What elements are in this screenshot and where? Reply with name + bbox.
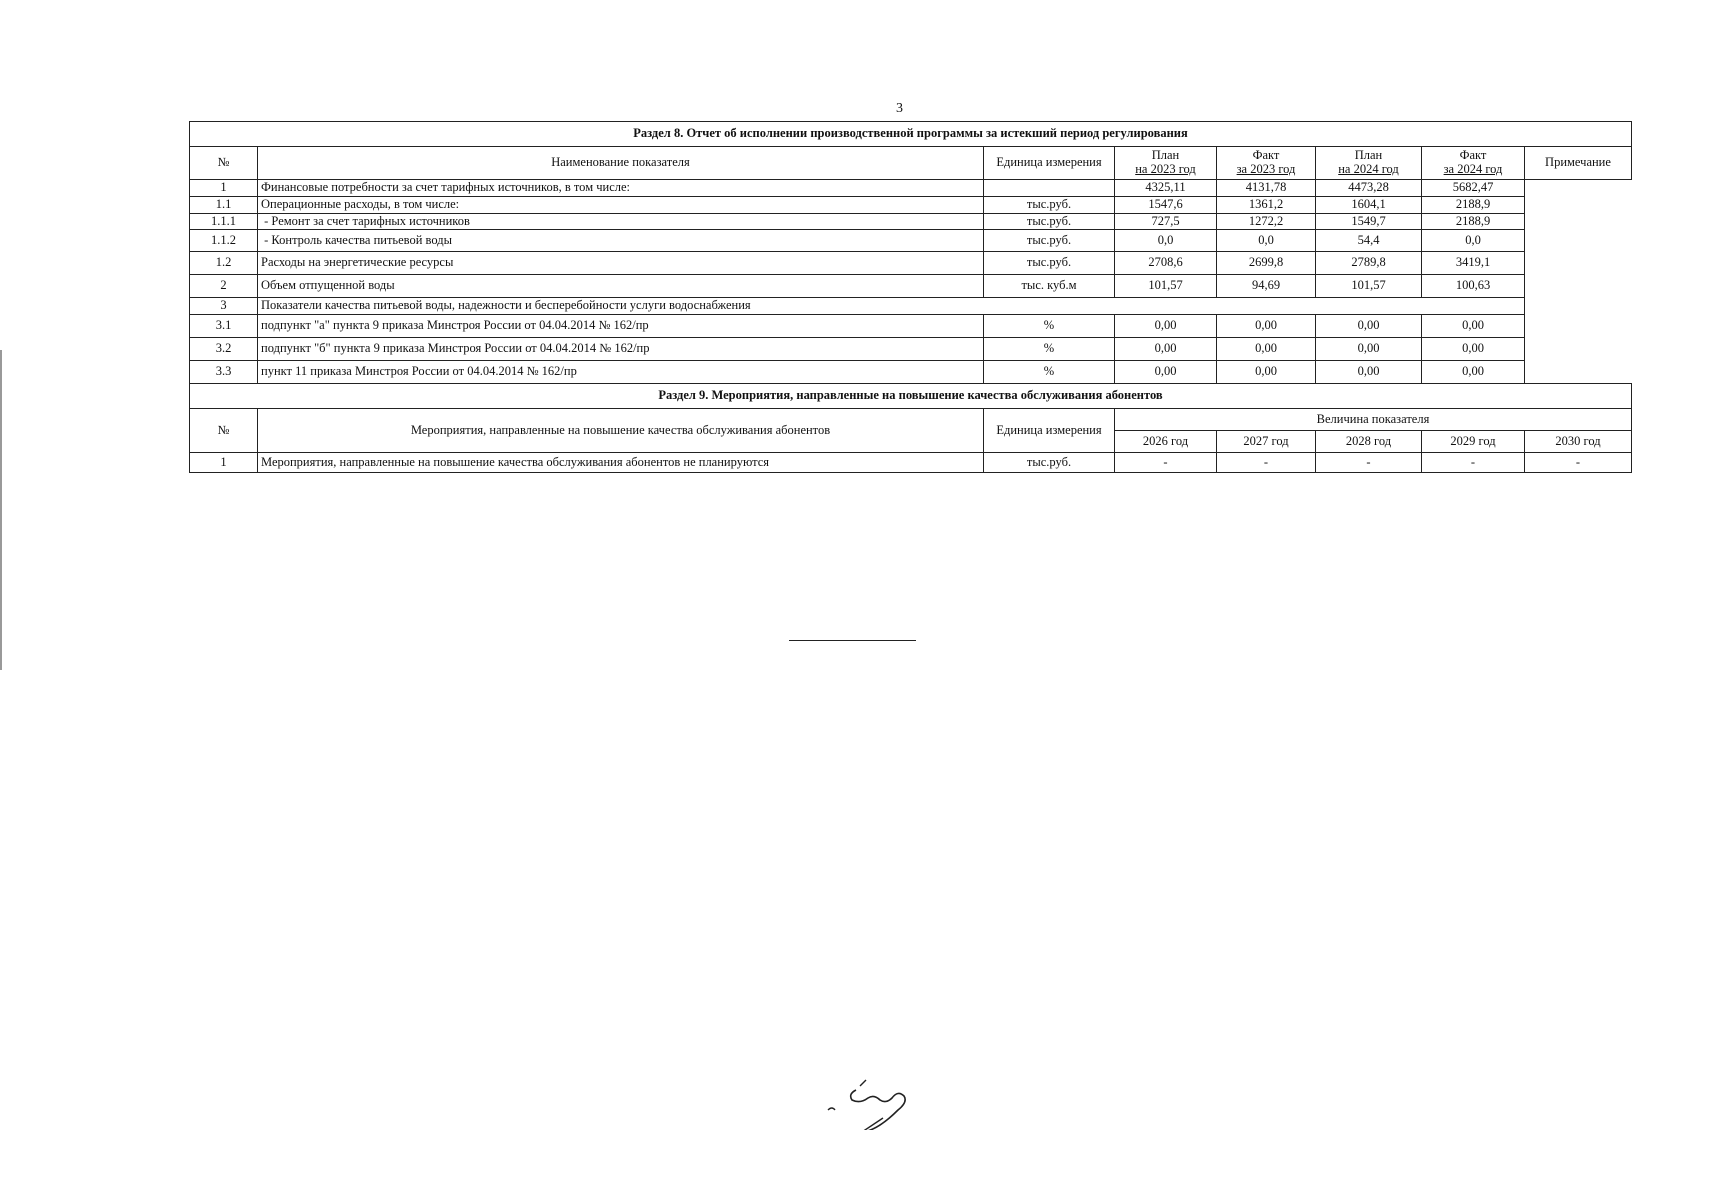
header-fact-2023-line2: за 2023 год: [1236, 162, 1296, 176]
row-plan-2024: 0,00: [1316, 315, 1422, 338]
section9-header-num: №: [190, 409, 258, 453]
row-unit: %: [984, 338, 1115, 361]
row-unit: %: [984, 361, 1115, 384]
table-row: [190, 252, 1632, 275]
row-plan-2023: 4325,11: [1115, 180, 1217, 197]
row-name: Объем отпущенной воды: [258, 275, 984, 298]
row-value-2027: -: [1217, 453, 1316, 473]
header-plan-2024: [1316, 147, 1422, 180]
row-name: Показатели качества питьевой воды, надежности и бесперебойности услуги водоснабжения: [258, 298, 1525, 315]
header-plan-2024-line1: План: [1354, 148, 1383, 163]
row-fact-2024: 100,63: [1422, 275, 1525, 298]
header-plan-2023-line1: План: [1151, 148, 1180, 163]
row-note: [1525, 315, 1632, 338]
row-value-2030: -: [1525, 453, 1632, 473]
row-num: 1.1.1: [190, 213, 258, 230]
row-unit: %: [984, 315, 1115, 338]
row-name: Мероприятия, направленные на повышение качества обслуживания абонентов не планируются: [258, 453, 984, 473]
header-plan-2023-line2: на 2023 год: [1135, 162, 1196, 176]
table-row: [190, 338, 1632, 361]
row-num: 1: [190, 180, 258, 197]
row-name: подпункт "б" пункта 9 приказа Минстроя России от 04.04.2014 № 162/пр: [258, 338, 984, 361]
row-unit: тыс.руб.: [984, 252, 1115, 275]
row-plan-2024: 1604,1: [1316, 196, 1422, 213]
row-fact-2023: 0,00: [1217, 338, 1316, 361]
section9-header-year: 2028 год: [1316, 431, 1422, 453]
header-fact-2024-line2: за 2024 год: [1443, 162, 1503, 176]
row-num: 1.2: [190, 252, 258, 275]
table-row: [190, 298, 1632, 315]
row-value-2026: -: [1115, 453, 1217, 473]
section9-header-year: 2027 год: [1217, 431, 1316, 453]
row-fact-2024: 3419,1: [1422, 252, 1525, 275]
row-fact-2023: 0,00: [1217, 315, 1316, 338]
row-plan-2024: 4473,28: [1316, 180, 1422, 197]
header-fact-2023: [1217, 147, 1316, 180]
row-plan-2023: 0,00: [1115, 361, 1217, 384]
row-plan-2023: 0,00: [1115, 338, 1217, 361]
row-fact-2024: 0,00: [1422, 315, 1525, 338]
header-note: Примечание: [1525, 147, 1632, 180]
row-unit: тыс. куб.м: [984, 275, 1115, 298]
row-name: Операционные расходы, в том числе:: [258, 196, 984, 213]
section9-header-value-group: Величина показателя: [1115, 409, 1632, 431]
row-note: [1525, 196, 1632, 213]
row-unit: тыс.руб.: [984, 213, 1115, 230]
row-plan-2024: 101,57: [1316, 275, 1422, 298]
table-row: [190, 453, 1632, 473]
row-num: 2: [190, 275, 258, 298]
row-name: подпункт "а" пункта 9 приказа Минстроя России от 04.04.2014 № 162/пр: [258, 315, 984, 338]
row-fact-2023: 4131,78: [1217, 180, 1316, 197]
closing-rule: [789, 640, 916, 641]
header-plan-2023: [1115, 147, 1217, 180]
row-name: Расходы на энергетические ресурсы: [258, 252, 984, 275]
row-note: [1525, 180, 1632, 197]
row-num: 1: [190, 453, 258, 473]
table-row: [190, 275, 1632, 298]
section9-title: Раздел 9. Мероприятия, направленные на повышение качества обслуживания абонентов: [190, 384, 1632, 409]
row-num: 1.1.2: [190, 230, 258, 252]
row-plan-2023: 0,0: [1115, 230, 1217, 252]
row-note: [1525, 213, 1632, 230]
row-note: [1525, 298, 1632, 315]
row-num: 3.1: [190, 315, 258, 338]
row-name: - Контроль качества питьевой воды: [258, 230, 984, 252]
section9-header-year: 2029 год: [1422, 431, 1525, 453]
section8-title: Раздел 8. Отчет об исполнении производственной программы за истекший период регулирования: [190, 122, 1632, 147]
header-plan-2024-line2: на 2024 год: [1338, 162, 1399, 176]
row-value-2028: -: [1316, 453, 1422, 473]
page-number: 3: [896, 101, 903, 116]
header-fact-2024-line1: Факт: [1459, 148, 1487, 163]
section9-header-year: 2030 год: [1525, 431, 1632, 453]
row-fact-2024: 0,00: [1422, 338, 1525, 361]
row-note: [1525, 275, 1632, 298]
table-row: [190, 361, 1632, 384]
row-fact-2023: 1361,2: [1217, 196, 1316, 213]
scan-margin-line: [0, 350, 2, 670]
row-num: 3: [190, 298, 258, 315]
table-row: [190, 196, 1632, 213]
row-fact-2024: 2188,9: [1422, 213, 1525, 230]
report-table: [189, 121, 1632, 473]
row-plan-2023: 2708,6: [1115, 252, 1217, 275]
row-num: 3.3: [190, 361, 258, 384]
row-value-2029: -: [1422, 453, 1525, 473]
row-fact-2024: 5682,47: [1422, 180, 1525, 197]
row-fact-2024: 2188,9: [1422, 196, 1525, 213]
header-fact-2023-line1: Факт: [1252, 148, 1280, 163]
row-plan-2023: 101,57: [1115, 275, 1217, 298]
row-plan-2024: 0,00: [1316, 338, 1422, 361]
row-num: 1.1: [190, 196, 258, 213]
signature-image: [808, 1060, 948, 1130]
header-fact-2024: [1422, 147, 1525, 180]
row-name: пункт 11 приказа Минстроя России от 04.04.2014 № 162/пр: [258, 361, 984, 384]
row-plan-2024: 0,00: [1316, 361, 1422, 384]
row-num: 3.2: [190, 338, 258, 361]
row-unit: тыс.руб.: [984, 196, 1115, 213]
header-num: №: [190, 147, 258, 180]
table-row: [190, 230, 1632, 252]
table-row: [190, 213, 1632, 230]
row-unit: [984, 180, 1115, 197]
row-fact-2023: 0,0: [1217, 230, 1316, 252]
section9-header-name: Мероприятия, направленные на повышение качества обслуживания абонентов: [258, 409, 984, 453]
row-note: [1525, 230, 1632, 252]
row-fact-2023: 2699,8: [1217, 252, 1316, 275]
row-fact-2024: 0,0: [1422, 230, 1525, 252]
row-fact-2023: 94,69: [1217, 275, 1316, 298]
row-plan-2024: 2789,8: [1316, 252, 1422, 275]
row-plan-2023: 0,00: [1115, 315, 1217, 338]
row-note: [1525, 338, 1632, 361]
row-plan-2023: 1547,6: [1115, 196, 1217, 213]
section9-header-unit: Единица измерения: [984, 409, 1115, 453]
row-note: [1525, 361, 1632, 384]
row-fact-2023: 1272,2: [1217, 213, 1316, 230]
row-name: Финансовые потребности за счет тарифных источников, в том числе:: [258, 180, 984, 197]
row-unit: тыс.руб.: [984, 230, 1115, 252]
header-unit: Единица измерения: [984, 147, 1115, 180]
table-row: [190, 180, 1632, 197]
row-plan-2023: 727,5: [1115, 213, 1217, 230]
row-fact-2023: 0,00: [1217, 361, 1316, 384]
header-name: Наименование показателя: [258, 147, 984, 180]
row-name: - Ремонт за счет тарифных источников: [258, 213, 984, 230]
row-plan-2024: 54,4: [1316, 230, 1422, 252]
row-note: [1525, 252, 1632, 275]
row-fact-2024: 0,00: [1422, 361, 1525, 384]
table-row: [190, 315, 1632, 338]
row-unit: тыс.руб.: [984, 453, 1115, 473]
row-plan-2024: 1549,7: [1316, 213, 1422, 230]
section9-header-year: 2026 год: [1115, 431, 1217, 453]
